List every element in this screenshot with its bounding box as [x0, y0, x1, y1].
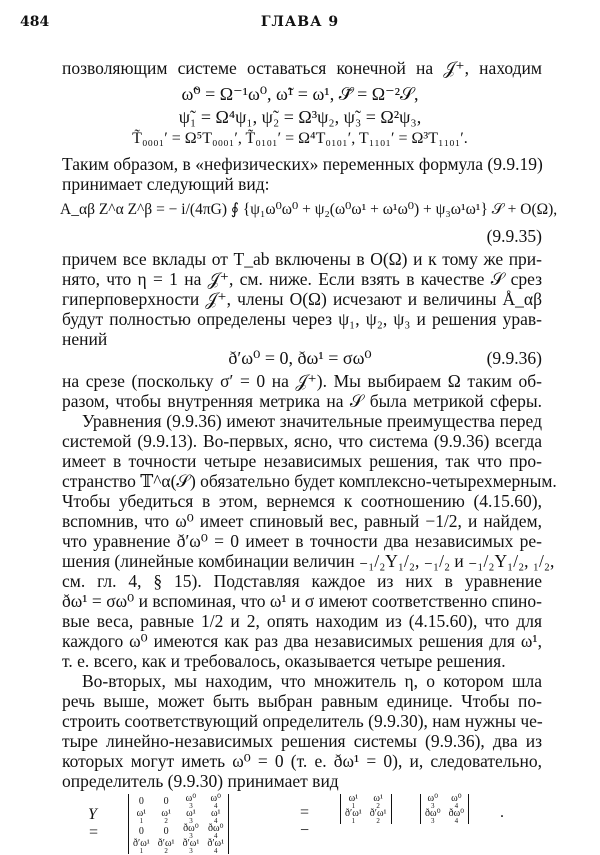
text-line: нений	[62, 329, 108, 349]
matrix-cell: ω¹ 1	[136, 808, 147, 825]
text-line: Чтобы убедиться в этом, вернемся к соотношению (4.15.60),	[62, 491, 542, 511]
text-line: определитель (9.9.30) принимает вид	[62, 771, 339, 791]
formula-line: ω̃⁰ = Ω⁻¹ω⁰, ω̃¹ = ω¹, 𝒮̃ = Ω⁻²𝒮,	[181, 84, 419, 104]
text-line: речь выше, может быть выбран равным единице. Чтобы по-	[62, 691, 542, 711]
matrix-cell: ω⁰ 3	[427, 793, 439, 810]
matrix-cell: ω¹ 4	[210, 808, 221, 825]
matrix-cell: ω¹ 3	[186, 808, 196, 825]
matrix-cell: ð′ω¹ 1	[345, 808, 362, 825]
matrix-cell: ω⁰ 4	[210, 793, 222, 810]
matrix-cell: 0	[138, 796, 144, 807]
determinant-2x2-right	[420, 794, 469, 824]
page-number: 484	[20, 14, 50, 30]
matrix-cell: ð′ω¹ 4	[207, 838, 225, 855]
text-line: вспомнив, что ω⁰ имеет спиновый вес, равный −1/2, и найдем,	[62, 511, 542, 531]
matrix-cell: ω¹ 2	[373, 793, 383, 810]
determinant-label: Y =	[88, 806, 99, 841]
determinant-4x4	[128, 794, 229, 854]
text-line: гиперповерхности 𝒥⁺, члены O(Ω) исчезают и величины Å_αβ	[62, 289, 542, 309]
equals-minus: = −	[300, 804, 310, 839]
matrix-cell: ðω⁰ 4	[448, 808, 465, 825]
matrix-cell: ð′ω¹ 2	[369, 808, 387, 825]
text-line: позволяющим системе оставаться конечной на 𝒥⁺, находим	[62, 58, 542, 78]
matrix-cell: ω⁰ 4	[451, 793, 462, 810]
matrix-cell: ω¹ 2	[161, 808, 171, 825]
matrix-cell: 0	[138, 826, 144, 837]
matrix-cell: ðω⁰ 3	[183, 823, 199, 840]
period: .	[500, 804, 504, 821]
text-line: принимает следующий вид:	[62, 174, 270, 194]
matrix-cell: ð′ω¹ 2	[157, 838, 175, 855]
matrix-cell: ð′ω¹ 1	[133, 838, 150, 855]
text-line: на срезе (поскольку σ′ = 0 на 𝒥⁺). Мы выбираем Ω таким об-	[62, 371, 542, 391]
text-line: ðω¹ = σω⁰ и вспоминая, что ω¹ и σ имеют соответственно спино-	[62, 591, 542, 611]
matrix-cell: 0	[163, 826, 169, 837]
formula-line: ψ̃₁ = Ω⁴ψ₁, ψ̃₂ = Ω³ψ₂, ψ̃₃ = Ω²ψ₃,	[178, 107, 422, 127]
formula-line: ð′ω⁰ = 0, ðω¹ = σω⁰	[228, 348, 372, 368]
text-line: причем все вклады от T_ab включены в O(Ω) и к тому же при-	[62, 249, 542, 269]
equation-number: (9.9.36)	[486, 348, 542, 368]
matrix-cell: 0	[163, 796, 169, 807]
text-line: тыре линейно-независимых решения системы (9.9.36), два из	[62, 731, 542, 751]
text-line: Таким образом, в «нефизических» переменных формула (9.9.19)	[62, 154, 543, 174]
text-line: вые веса, равные 1/2 и 2, опять находим из (4.15.60), что для	[62, 611, 542, 631]
text-line: что уравнение ð′ω⁰ = 0 имеет в точности два независимых ре-	[62, 531, 542, 551]
text-line: Во-вторых, мы находим, что множитель η, о котором шла	[82, 671, 542, 691]
text-line: Уравнения (9.9.36) имеют значительные преимущества перед	[82, 411, 542, 431]
equation-number: (9.9.35)	[486, 226, 542, 246]
text-line: будут полностью определены через ψ₁, ψ₂, ψ₃ и решения урав-	[62, 309, 542, 329]
text-line: системой (9.9.13). Во-первых, ясно, что система (9.9.36) всегда	[62, 431, 542, 451]
text-line: имеет в точности четыре независимых решения, так что про-	[62, 451, 542, 471]
formula-line: A_αβ Z^α Z^β = − i/(4πG) ∮ {ψ₁ω⁰ω⁰ + ψ₂(ω⁰ω¹ + ω¹ω⁰) + ψ₃ω¹ω¹} 𝒮 + O(Ω),	[60, 201, 558, 218]
matrix-cell: ðω⁰ 3	[425, 808, 441, 825]
determinant-2x2-left	[340, 794, 392, 824]
text-line: каждого ω⁰ имеются как раз два независимых решения для ω¹,	[62, 631, 542, 651]
formula-line: T̃₀₀₀₁′ = Ω⁵T₀₀₀₁′, T̃₀₁₀₁′ = Ω⁴T₀₁₀₁′, T₁₁₀₁′ = Ω³T₁₁₀₁′.	[132, 130, 468, 147]
matrix-cell: ω¹ 1	[348, 793, 359, 810]
text-line: шения (линейные комбинации величин ₋₁/₂Y₁/₂, ₋₁/₂ и ₋₁/₂Y₁/₂, ₁/₂,	[62, 551, 555, 571]
matrix-cell: ð′ω¹ 3	[182, 838, 200, 855]
text-line: т. е. всего, как и требовалось, оказывается четыре решения.	[62, 651, 506, 671]
text-line: которых могут иметь ω⁰ = 0 (т. е. ðω¹ = 0), и, следовательно,	[62, 751, 542, 771]
chapter-title: ГЛАВА 9	[260, 14, 340, 30]
text-line: разом, чтобы внутренняя метрика на 𝒮 была метрикой сферы.	[62, 391, 542, 411]
text-line: строить соответствующий определитель (9.9.30), нам нужны че-	[62, 711, 543, 731]
text-line: см. гл. 4, § 15). Подставляя каждое из них в уравнение	[62, 571, 542, 591]
matrix-cell: ω⁰ 3	[185, 793, 197, 810]
matrix-cell: ðω⁰ 4	[207, 823, 224, 840]
text-line: странство 𝕋^α(𝒮) обязательно будет комплексно-четырехмерным.	[62, 471, 557, 491]
text-line: нято, что η = 1 на 𝒥⁺, см. ниже. Если взять в качестве 𝒮 срез	[62, 269, 542, 289]
